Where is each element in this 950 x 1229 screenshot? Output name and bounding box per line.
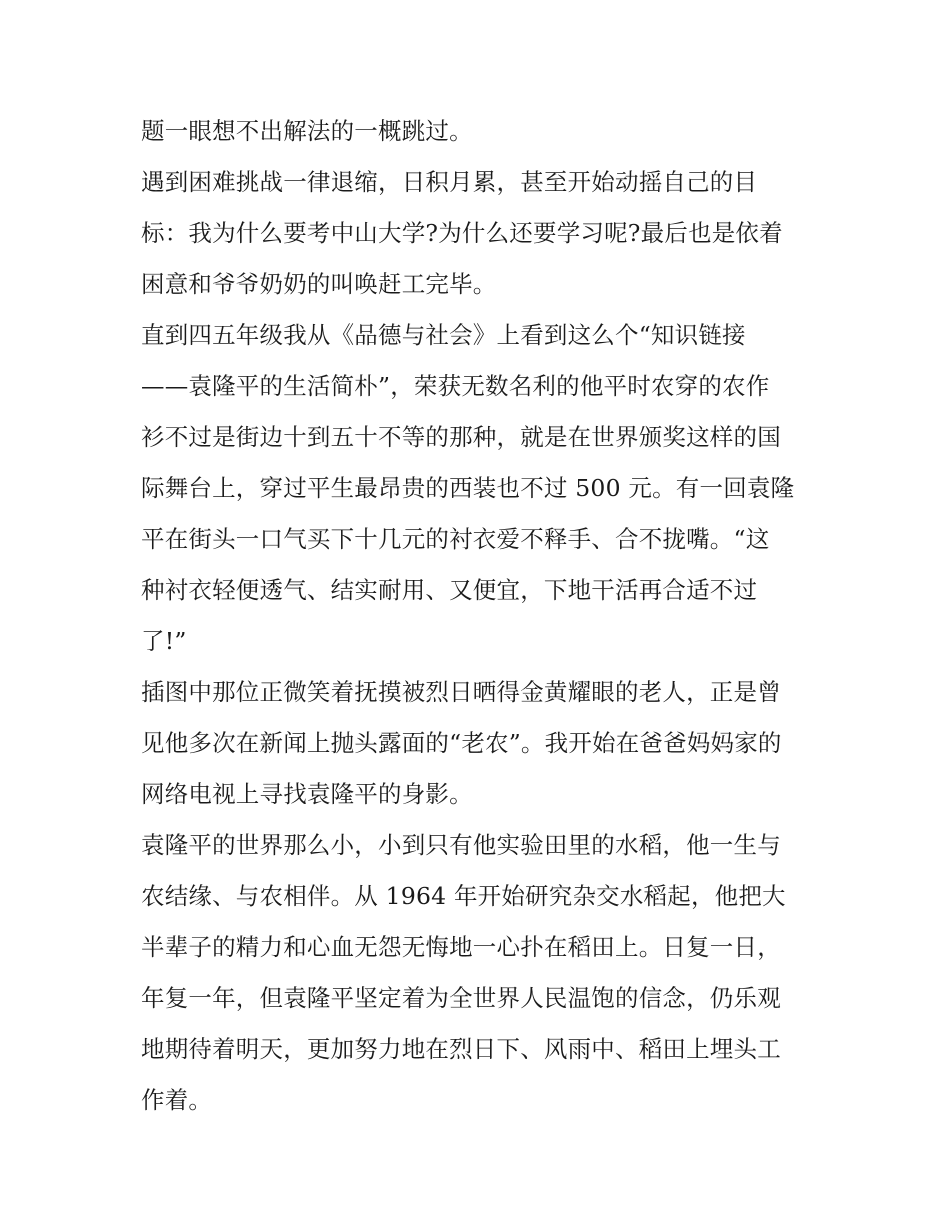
text-line: 直到四五年级我从《品德与社会》上看到这么个“知识链接 <box>141 321 746 349</box>
text-line: 农结缘、与农相伴。从 1964 年开始研究杂交水稻起，他把大 <box>141 882 786 910</box>
text-line: 网络电视上寻找袁隆平的身影。 <box>141 780 473 808</box>
text-line: 半辈子的精力和心血无怨无悔地一心扑在稻田上。日复一日， <box>141 933 781 961</box>
text-line: 衫不过是街边十到五十不等的那种，就是在世界颁奖这样的国 <box>141 423 781 451</box>
text-line: 插图中那位正微笑着抚摸被烈日晒得金黄耀眼的老人，正是曾 <box>141 678 781 706</box>
text-line: ——袁隆平的生活简朴”，荣获无数名利的他平时农穿的农作 <box>141 372 770 400</box>
text-line: 题一眼想不出解法的一概跳过。 <box>141 117 473 145</box>
text-line: 地期待着明天，更加努力地在烈日下、风雨中、稻田上埋头工 <box>141 1035 781 1063</box>
paragraph-2 <box>141 157 813 310</box>
text-line: 平在街头一口气买下十几元的衬衣爱不释手、合不拢嘴。“这 <box>141 525 770 553</box>
text-line: 困意和爷爷奶奶的叫唤赶工完毕。 <box>141 270 497 298</box>
text-line: 际舞台上，穿过平生最昂贵的西装也不过 500 元。有一回袁隆 <box>141 474 795 502</box>
text-line: 了!” <box>141 627 187 655</box>
text-line: 标：我为什么要考中山大学?为什么还要学习呢?最后也是依着 <box>141 219 783 247</box>
paragraph-5 <box>141 820 813 1126</box>
document-page <box>141 106 813 1126</box>
text-line: 遇到困难挑战一律退缩，日积月累，甚至开始动摇自己的目 <box>141 168 758 196</box>
paragraph-3 <box>141 310 813 667</box>
text-line: 作着。 <box>141 1086 213 1114</box>
text-line: 种衬衣轻便透气、结实耐用、又便宜，下地干活再合适不过 <box>141 576 758 604</box>
text-line: 见他多次在新闻上抛头露面的“老农”。我开始在爸爸妈妈家的 <box>141 729 782 757</box>
text-line: 袁隆平的世界那么小，小到只有他实验田里的水稻，他一生与 <box>141 831 781 859</box>
text-line: 年复一年，但袁隆平坚定着为全世界人民温饱的信念，仍乐观 <box>141 984 781 1012</box>
paragraph-1 <box>141 106 813 157</box>
paragraph-4 <box>141 667 813 820</box>
